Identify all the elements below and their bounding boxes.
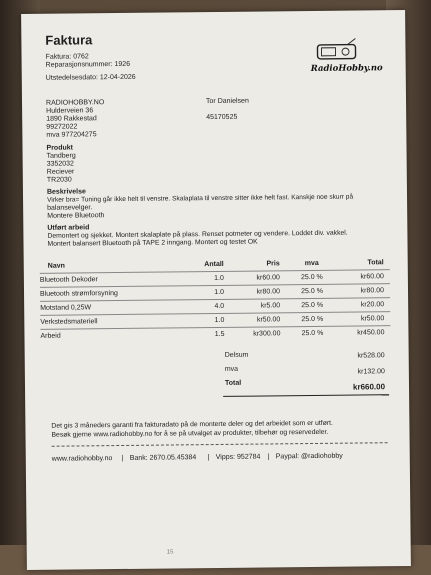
item-qty: 1.0 (214, 288, 225, 297)
radiohobby-logo (307, 40, 383, 81)
invoice-paper (21, 10, 411, 570)
work-line: Montert balansert Bluetooth på TAPE 2 inngang. Montert og testet OK (47, 238, 258, 248)
page-mark: 15 (166, 549, 174, 556)
item-vat: 25.0 % (300, 273, 323, 282)
item-total: kr20.00 (360, 301, 385, 309)
footer-separator (52, 442, 388, 447)
item-name: Bluetooth strømforsyning (39, 290, 118, 298)
item-total: kr80.00 (360, 287, 385, 295)
seller-city: 1890 Rakkestad (46, 115, 97, 123)
col-header-name: Navn (47, 262, 65, 270)
seller-name: RADIOHOBBY.NO (45, 99, 105, 107)
product-line: TR2030 (46, 176, 72, 184)
product-line: 3352032 (46, 160, 74, 168)
footer-site: www.radiohobby.no (51, 455, 113, 463)
item-price: kr80.00 (256, 288, 281, 296)
item-vat: 25.0 % (301, 315, 324, 324)
work-line: Demontert og sjekket. Montert skalaplate på plass. Renset potmeter og vendere. Loddet div. vakkel. (47, 229, 348, 240)
repair-number: Reparasjonsnummer: 1926 (45, 60, 131, 69)
item-price: kr50.00 (256, 316, 281, 324)
item-price: kr300.00 (253, 330, 281, 338)
item-qty: 1.0 (214, 316, 225, 325)
seller-phone: 99272022 (46, 123, 78, 131)
product-line: Reciever (46, 168, 75, 176)
item-total: kr450.00 (357, 329, 385, 337)
col-header-vat: mva (304, 259, 319, 268)
customer-name: Tor Danielsen (205, 97, 249, 106)
seller-street: Hulderveien 36 (46, 107, 94, 115)
description-line: Montere Bluetooth (47, 212, 105, 220)
item-vat: 25.0 % (301, 287, 323, 296)
seller-vat: mva 977204275 (46, 131, 97, 139)
item-total: kr50.00 (360, 315, 385, 323)
item-qty: 4.0 (214, 302, 225, 311)
item-name: Bluetooth Dekoder (39, 276, 98, 284)
footer-vipps: Vipps: 952784 (215, 453, 261, 462)
item-name: Arbeid (40, 332, 61, 340)
visit-text: Besøk gjerne www.radiohobby.no for å se på utvalget av produkter, tilbehør og reservedeler. (51, 428, 329, 439)
total-value: kr660.00 (352, 382, 386, 392)
logo-text: RadioHobby.no (310, 63, 383, 74)
product-heading: Produkt (46, 144, 73, 152)
issue-date: Utstedelsesdato: 12-04-2026 (45, 73, 136, 82)
invoice-title: Faktura (45, 32, 93, 48)
item-qty: 1.0 (214, 274, 224, 283)
vat-value: kr132.00 (357, 368, 385, 376)
description-heading: Beskrivelse (46, 188, 86, 196)
item-name: Motstand 0,25W (40, 304, 92, 312)
item-name: Verkstedsmateriell (40, 318, 98, 326)
header-divider (40, 269, 390, 274)
subtotal-value: kr528.00 (357, 352, 385, 360)
footer-sep: | (207, 454, 210, 462)
col-header-total: Total (367, 259, 384, 267)
item-price: kr5.00 (260, 302, 281, 310)
col-header-qty: Antall (204, 260, 224, 269)
customer-phone: 45170525 (206, 113, 238, 122)
item-price: kr60.00 (256, 274, 280, 282)
invoice-number: Faktura: 0762 (45, 53, 89, 61)
product-line: Tandberg (46, 152, 76, 160)
total-label: Total (224, 379, 242, 387)
row-divider (40, 311, 390, 316)
footer-bank: Bank: 2670.05.45384 (129, 454, 197, 462)
col-header-price: Pris (266, 260, 280, 268)
item-vat: 25.0 % (301, 329, 324, 338)
description-line: balansevelger. (47, 204, 93, 212)
item-vat: 25.0 % (301, 301, 324, 310)
item-qty: 1.5 (214, 330, 225, 339)
item-total: kr60.00 (360, 273, 384, 281)
guarantee-text: Det gis 3 måneders garanti fra fakturadato på de monterte deler og det arbeidet som er utført. (51, 419, 333, 430)
description-line: Virker bra= Tuning går ikke helt til venstre. Skalaplata til venstre sitter ikke helt fast. Kanskje noe skurr på (47, 193, 354, 204)
subtotal-label: Delsum (224, 351, 249, 359)
footer-sep: | (121, 454, 124, 462)
footer-sep: | (267, 453, 270, 461)
footer-paypal: Paypal: @radiohobby (275, 452, 343, 461)
vat-label: mva (224, 365, 239, 373)
total-underline (223, 394, 389, 397)
work-heading: Utført arbeid (47, 224, 90, 232)
